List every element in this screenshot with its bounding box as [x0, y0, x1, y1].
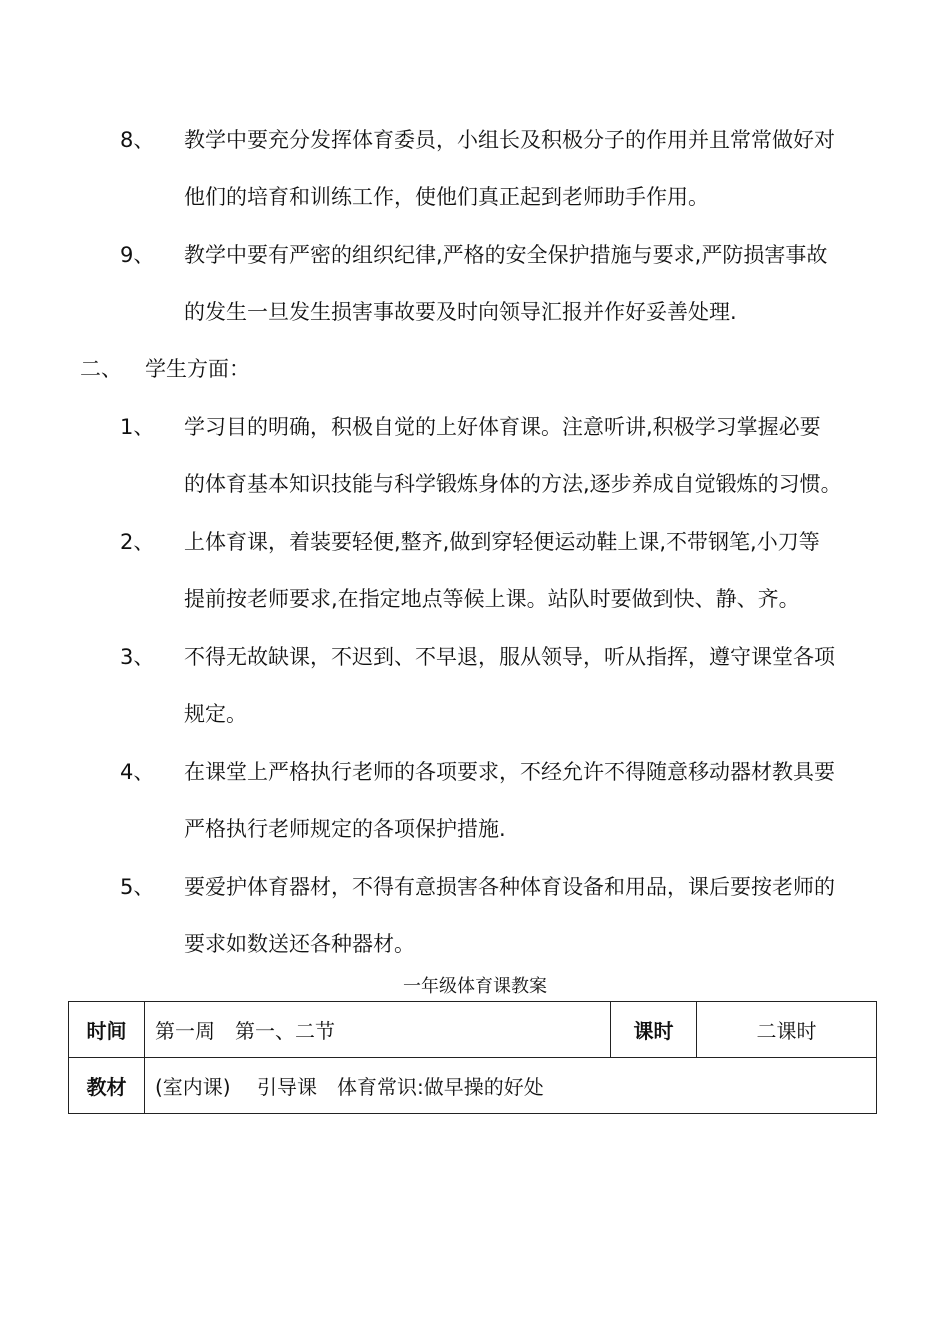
material-value: (室内课) 引导课 体育常识:做早操的好处: [145, 1058, 877, 1114]
item-line: 上体育课，着装要轻便,整齐,做到穿轻便运动鞋上课,不带钢笔,小刀等: [184, 530, 820, 554]
item-line: 他们的培育和训练工作，使他们真正起到老师助手作用。: [184, 185, 709, 209]
table-row: [69, 1058, 877, 1114]
section-title: 学生方面：: [145, 357, 250, 381]
time-label: 时间: [69, 1002, 145, 1058]
item-line: 要爱护体育器材，不得有意损害各种体育设备和用品，课后要按老师的: [184, 875, 835, 899]
section-number: 二、: [80, 357, 122, 381]
item-text: [184, 859, 884, 973]
item-text: [184, 227, 884, 341]
item-line: 在课堂上严格执行老师的各项要求，不经允许不得随意移动器材教具要: [184, 760, 835, 784]
table-caption: 一年级体育课教案: [403, 976, 547, 997]
item-line: 教学中要有严密的组织纪律,严格的安全保护措施与要求,严防损害事故: [184, 243, 828, 267]
item-text: [184, 112, 884, 226]
period-value: 二课时: [697, 1002, 877, 1058]
item-text: [184, 744, 884, 858]
item-line: 的体育基本知识技能与科学锻炼身体的方法,逐步养成自觉锻炼的习惯。: [184, 472, 842, 496]
item-text: [184, 629, 884, 743]
item-number: 8、: [120, 128, 155, 152]
item-number: 3、: [120, 645, 155, 669]
item-number: 4、: [120, 760, 155, 784]
item-line: 教学中要充分发挥体育委员，小组长及积极分子的作用并且常常做好对: [184, 128, 835, 152]
item-line: 学习目的明确，积极自觉的上好体育课。注意听讲,积极学习掌握必要: [184, 415, 821, 439]
item-number: 1、: [120, 415, 155, 439]
item-line: 不得无故缺课，不迟到、不早退，服从领导，听从指挥，遵守课堂各项: [184, 645, 835, 669]
item-line: 严格执行老师规定的各项保护措施.: [184, 817, 506, 841]
item-text: [184, 399, 884, 513]
item-text: [184, 514, 884, 628]
table-row: [69, 1002, 877, 1058]
lesson-plan-table: [68, 1001, 877, 1114]
period-label: 课时: [611, 1002, 697, 1058]
item-number: 5、: [120, 875, 155, 899]
item-number: 2、: [120, 530, 155, 554]
item-line: 规定。: [184, 702, 247, 726]
time-value: 第一周 第一、二节: [145, 1002, 611, 1058]
material-label: 教材: [69, 1058, 145, 1114]
item-line: 要求如数送还各种器材。: [184, 932, 415, 956]
item-line: 的发生一旦发生损害事故要及时向领导汇报并作好妥善处理.: [184, 300, 737, 324]
item-line: 提前按老师要求,在指定地点等候上课。站队时要做到快、静、齐。: [184, 587, 800, 611]
item-number: 9、: [120, 243, 155, 267]
